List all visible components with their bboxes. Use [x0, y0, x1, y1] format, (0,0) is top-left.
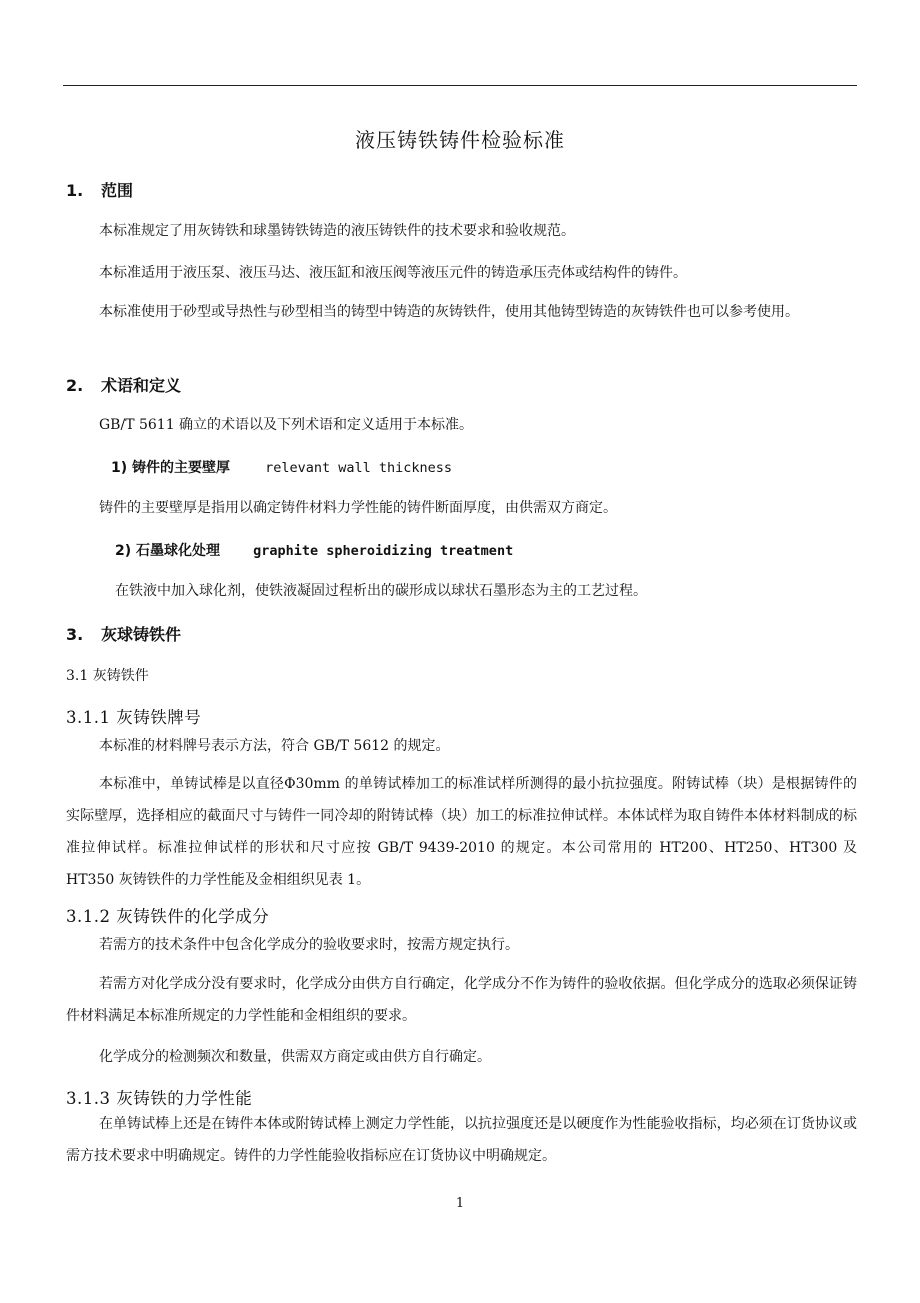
- term-2: [115, 540, 513, 560]
- subsection-3-1-2-heading: 3.1.2 灰铸铁件的化学成分: [66, 907, 270, 926]
- term-2-english: graphite spheroidizing treatment: [253, 543, 514, 559]
- section-2-heading: [66, 373, 181, 396]
- term-1-english: relevant wall thickness: [265, 460, 453, 476]
- subsection-3-1-2-paragraph: 若需方的技术条件中包含化学成分的验收要求时，按需方规定执行。: [99, 937, 519, 953]
- section-2-title: 术语和定义: [101, 376, 182, 395]
- subsection-3-1-1-paragraph: 本标准的材料牌号表示方法，符合 GB/T 5612 的规定。: [99, 738, 450, 754]
- subsection-3-1-1-paragraph: 本标准中，单铸试棒是以直径Φ30mm 的单铸试棒加工的标准试样所测得的最小抗拉强度。附铸试棒（块）是根据铸件的实际壁厚，选择相应的截面尺寸与铸件一同冷却的附铸试棒（块）加工的标准拉伸试样。本体试样为取自铸件本体材料制成的标准拉伸试样。标准拉伸试样的形状和尺寸应按 GB/T 9439-2010 的规定。本公司常用的 HT200、HT250、HT300 及 HT350 灰铸铁件的力学性能及金相组织见表 1。: [66, 776, 857, 888]
- subsection-3-1-3-heading: 3.1.3 灰铸铁的力学性能: [66, 1089, 253, 1108]
- section-1-paragraph: 本标准适用于液压泵、液压马达、液压缸和液压阀等液压元件的铸造承压壳体或结构件的铸件。: [99, 265, 687, 281]
- subsection-3-1-2-paragraph: 化学成分的检测频次和数量，供需双方商定或由供方自行确定。: [99, 1049, 491, 1065]
- section-2-paragraph: GB/T 5611 确立的术语以及下列术语和定义适用于本标准。: [99, 417, 474, 433]
- section-1-title: 范围: [101, 181, 134, 200]
- section-1-heading: [66, 178, 133, 201]
- document-title: 液压铸铁铸件检验标准: [355, 128, 565, 152]
- term-2-description: 在铁液中加入球化剂，使铁液凝固过程析出的碳形成以球状石墨形态为主的工艺过程。: [115, 583, 647, 599]
- term-1-description: 铸件的主要壁厚是指用以确定铸件材料力学性能的铸件断面厚度，由供需双方商定。: [99, 500, 617, 516]
- subsection-3-1-heading: 3.1 灰铸铁件: [66, 668, 149, 684]
- subsection-3-1-1-heading: 3.1.1 灰铸铁牌号: [66, 708, 202, 727]
- term-1-label: 1) 铸件的主要壁厚: [111, 460, 231, 476]
- subsection-3-1-3-paragraph: 在单铸试棒上还是在铸件本体或附铸试棒上测定力学性能，以抗拉强度还是以硬度作为性能验收指标，均必须在订货协议或需方技术要求中明确规定。铸件的力学性能验收指标应在订货协议中明确规定。: [66, 1116, 857, 1164]
- section-1-paragraph: 本标准使用于砂型或导热性与砂型相当的铸型中铸造的灰铸铁件，使用其他铸型铸造的灰铸铁件也可以参考使用。: [99, 304, 799, 320]
- section-3-title: 灰球铸铁件: [101, 625, 182, 644]
- section-1-number: 1.: [66, 181, 84, 200]
- term-2-label: 2) 石墨球化处理: [115, 543, 221, 559]
- subsection-3-1-2-paragraph: 若需方对化学成分没有要求时，化学成分由供方自行确定，化学成分不作为铸件的验收依据。但化学成分的选取必须保证铸件材料满足本标准所规定的力学性能和金相组织的要求。: [66, 976, 857, 1024]
- section-3-heading: [66, 622, 181, 645]
- section-3-number: 3.: [66, 625, 84, 644]
- page-number: 1: [455, 1196, 465, 1211]
- term-1: [111, 457, 452, 477]
- section-1-paragraph: 本标准规定了用灰铸铁和球墨铸铁铸造的液压铸铁件的技术要求和验收规范。: [99, 223, 575, 239]
- section-2-number: 2.: [66, 376, 84, 395]
- header-rule: [63, 85, 857, 86]
